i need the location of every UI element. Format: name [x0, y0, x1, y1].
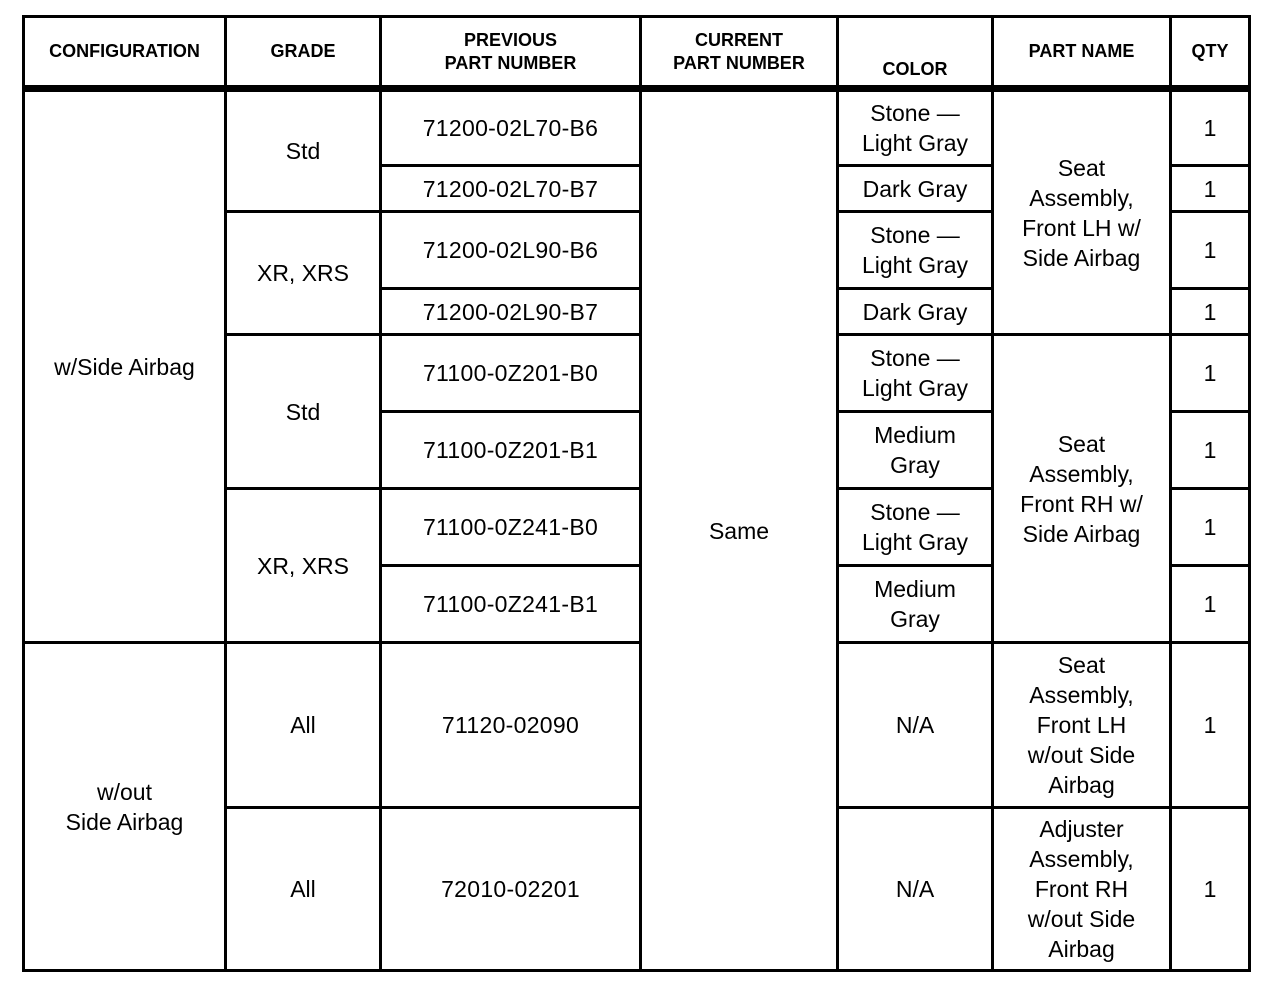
current-part-number-cell: Same [641, 89, 838, 971]
qty-cell: 1 [1171, 289, 1250, 335]
configuration-cell: w/Side Airbag [24, 89, 226, 643]
color-cell: Dark Gray [838, 166, 993, 212]
header-current-part-number: CURRENT PART NUMBER [641, 17, 838, 89]
color-cell: Medium Gray [838, 566, 993, 643]
grade-cell: Std [226, 89, 381, 212]
previous-part-number-cell: 71100-0Z241-B0 [381, 489, 641, 566]
grade-cell: Std [226, 335, 381, 489]
qty-cell: 1 [1171, 89, 1250, 166]
previous-part-number-cell: 71100-0Z201-B1 [381, 412, 641, 489]
qty-cell: 1 [1171, 335, 1250, 412]
previous-part-number-cell: 71100-0Z201-B0 [381, 335, 641, 412]
grade-cell: All [226, 808, 381, 971]
part-name-cell: Seat Assembly, Front LH w/ Side Airbag [993, 89, 1171, 335]
header-configuration: CONFIGURATION [24, 17, 226, 89]
part-name-cell: Seat Assembly, Front RH w/ Side Airbag [993, 335, 1171, 643]
color-cell: Stone — Light Gray [838, 489, 993, 566]
color-cell: N/A [838, 643, 993, 808]
previous-part-number-cell: 71100-0Z241-B1 [381, 566, 641, 643]
part-name-cell: Seat Assembly, Front LH w/out Side Airbag [993, 643, 1171, 808]
grade-cell: All [226, 643, 381, 808]
qty-cell: 1 [1171, 808, 1250, 971]
color-cell: Dark Gray [838, 289, 993, 335]
previous-part-number-cell: 71200-02L90-B6 [381, 212, 641, 289]
header-color: COLOR [838, 17, 993, 89]
header-row [24, 17, 1250, 89]
qty-cell: 1 [1171, 412, 1250, 489]
previous-part-number-cell: 71120-02090 [381, 643, 641, 808]
qty-cell: 1 [1171, 643, 1250, 808]
previous-part-number-cell: 71200-02L70-B7 [381, 166, 641, 212]
color-cell: N/A [838, 808, 993, 971]
qty-cell: 1 [1171, 566, 1250, 643]
header-grade: GRADE [226, 17, 381, 89]
configuration-cell: w/out Side Airbag [24, 643, 226, 971]
table-row [24, 89, 1250, 166]
grade-cell: XR, XRS [226, 212, 381, 335]
qty-cell: 1 [1171, 212, 1250, 289]
qty-cell: 1 [1171, 489, 1250, 566]
previous-part-number-cell: 72010-02201 [381, 808, 641, 971]
color-cell: Medium Gray [838, 412, 993, 489]
table-row [24, 643, 1250, 808]
header-qty: QTY [1171, 17, 1250, 89]
parts-table [22, 15, 1251, 972]
grade-cell: XR, XRS [226, 489, 381, 643]
part-name-cell: Adjuster Assembly, Front RH w/out Side Airbag [993, 808, 1171, 971]
previous-part-number-cell: 71200-02L90-B7 [381, 289, 641, 335]
color-cell: Stone — Light Gray [838, 89, 993, 166]
previous-part-number-cell: 71200-02L70-B6 [381, 89, 641, 166]
color-cell: Stone — Light Gray [838, 212, 993, 289]
color-cell: Stone — Light Gray [838, 335, 993, 412]
header-part-name: PART NAME [993, 17, 1171, 89]
header-previous-part-number: PREVIOUS PART NUMBER [381, 17, 641, 89]
qty-cell: 1 [1171, 166, 1250, 212]
